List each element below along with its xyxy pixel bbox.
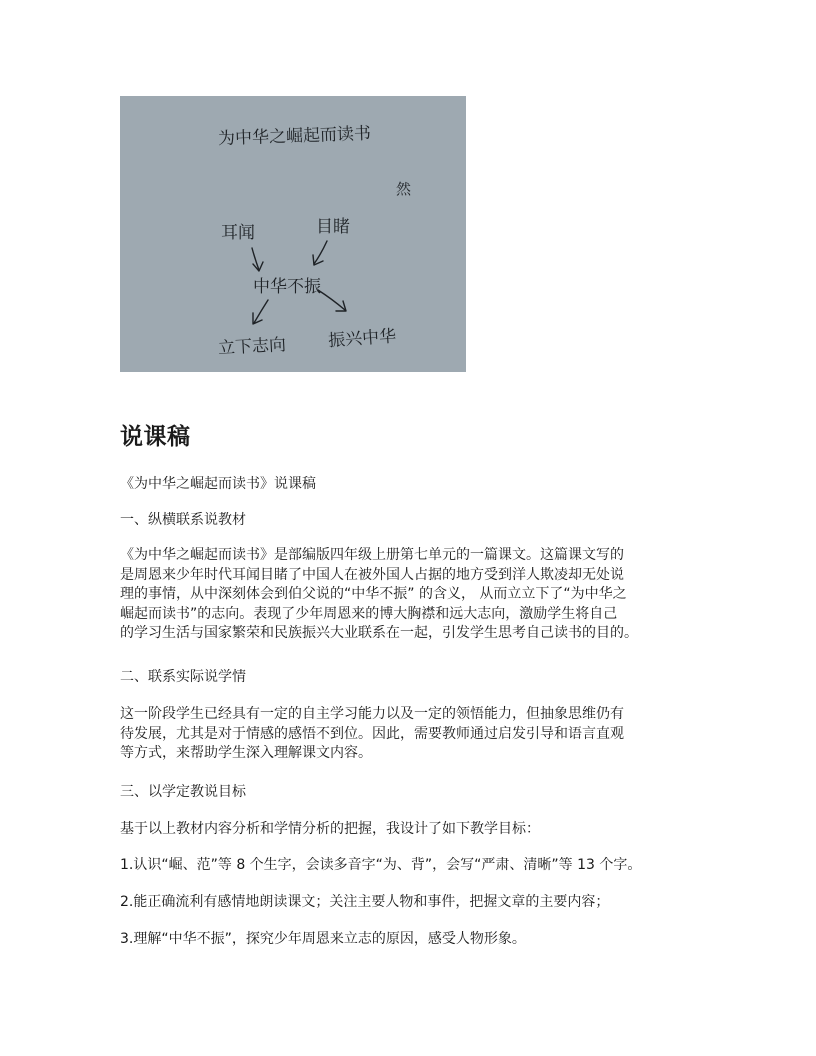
paragraph-goals-intro: 基于以上教材内容分析和学情分析的把握，我设计了如下教学目标： — [120, 821, 540, 837]
page-heading: 说课稿 — [120, 424, 191, 450]
node-center: 中华不振 — [253, 277, 321, 297]
paragraph-textbook: 《为中华之崛起而读书》是部编版四年级上册第七单元的一篇课文。这篇课文写的 是周恩来少年时代耳闻目睹了中国人在被外国人占据的地方受到洋人欺凌却无处说 理的事情，从中深刻体会到伯父说的“中华不振” 的含义， 从而立立下了“为中华之 崛起而读书”的志向。表现了少年周恩来的博大胸襟和远大志向，激励学生将自己 的学习生活与国家繁荣和民族振兴大业联系在一起，引发学生思考自己读书的目的。 — [120, 547, 638, 641]
photo-title: 为中华之崛起而读书 — [217, 123, 372, 150]
node-resolve: 立下志向 — [217, 335, 287, 359]
node-heard: 耳闻 — [221, 223, 255, 243]
arrow-center-to-resolve — [253, 300, 268, 324]
section-heading-3: 三、以学定教说目标 — [120, 784, 246, 800]
node-revive: 振兴中华 — [327, 326, 397, 352]
node-saw: 目睹 — [316, 217, 350, 237]
section-heading-1: 一、纵横联系说教材 — [120, 512, 246, 528]
arrow-center-to-revive — [318, 290, 346, 311]
paragraph-students: 这一阶段学生已经具有一定的自主学习能力以及一定的领悟能力，但抽象思维仍有 待发展，尤其是对于情感的感悟不到位。因此，需要教师通过启发引导和语言直观 等方式，来帮助学生深入理解课文内容。 — [120, 706, 624, 761]
section-heading-2: 二、联系实际说学情 — [120, 669, 246, 685]
arrow-saw-to-center — [313, 241, 327, 265]
blackboard-photo — [120, 96, 466, 372]
photo-side-note: 然 — [396, 180, 412, 198]
arrow-heard-to-center — [252, 248, 263, 271]
mind-map-diagram — [120, 96, 466, 372]
document-title: 《为中华之崛起而读书》说课稿 — [120, 476, 316, 492]
goal-item-2: 2.能正确流利有感情地朗读课文；关注主要人物和事件，把握文章的主要内容； — [120, 894, 610, 910]
goal-item-1: 1.认识“崛、范”等 8 个生字，会读多音字“为、背”，会写“严肃、清晰”等 13 个字。 — [120, 857, 642, 873]
goal-item-3: 3.理解“中华不振”，探究少年周恩来立志的原因，感受人物形象。 — [120, 931, 526, 947]
